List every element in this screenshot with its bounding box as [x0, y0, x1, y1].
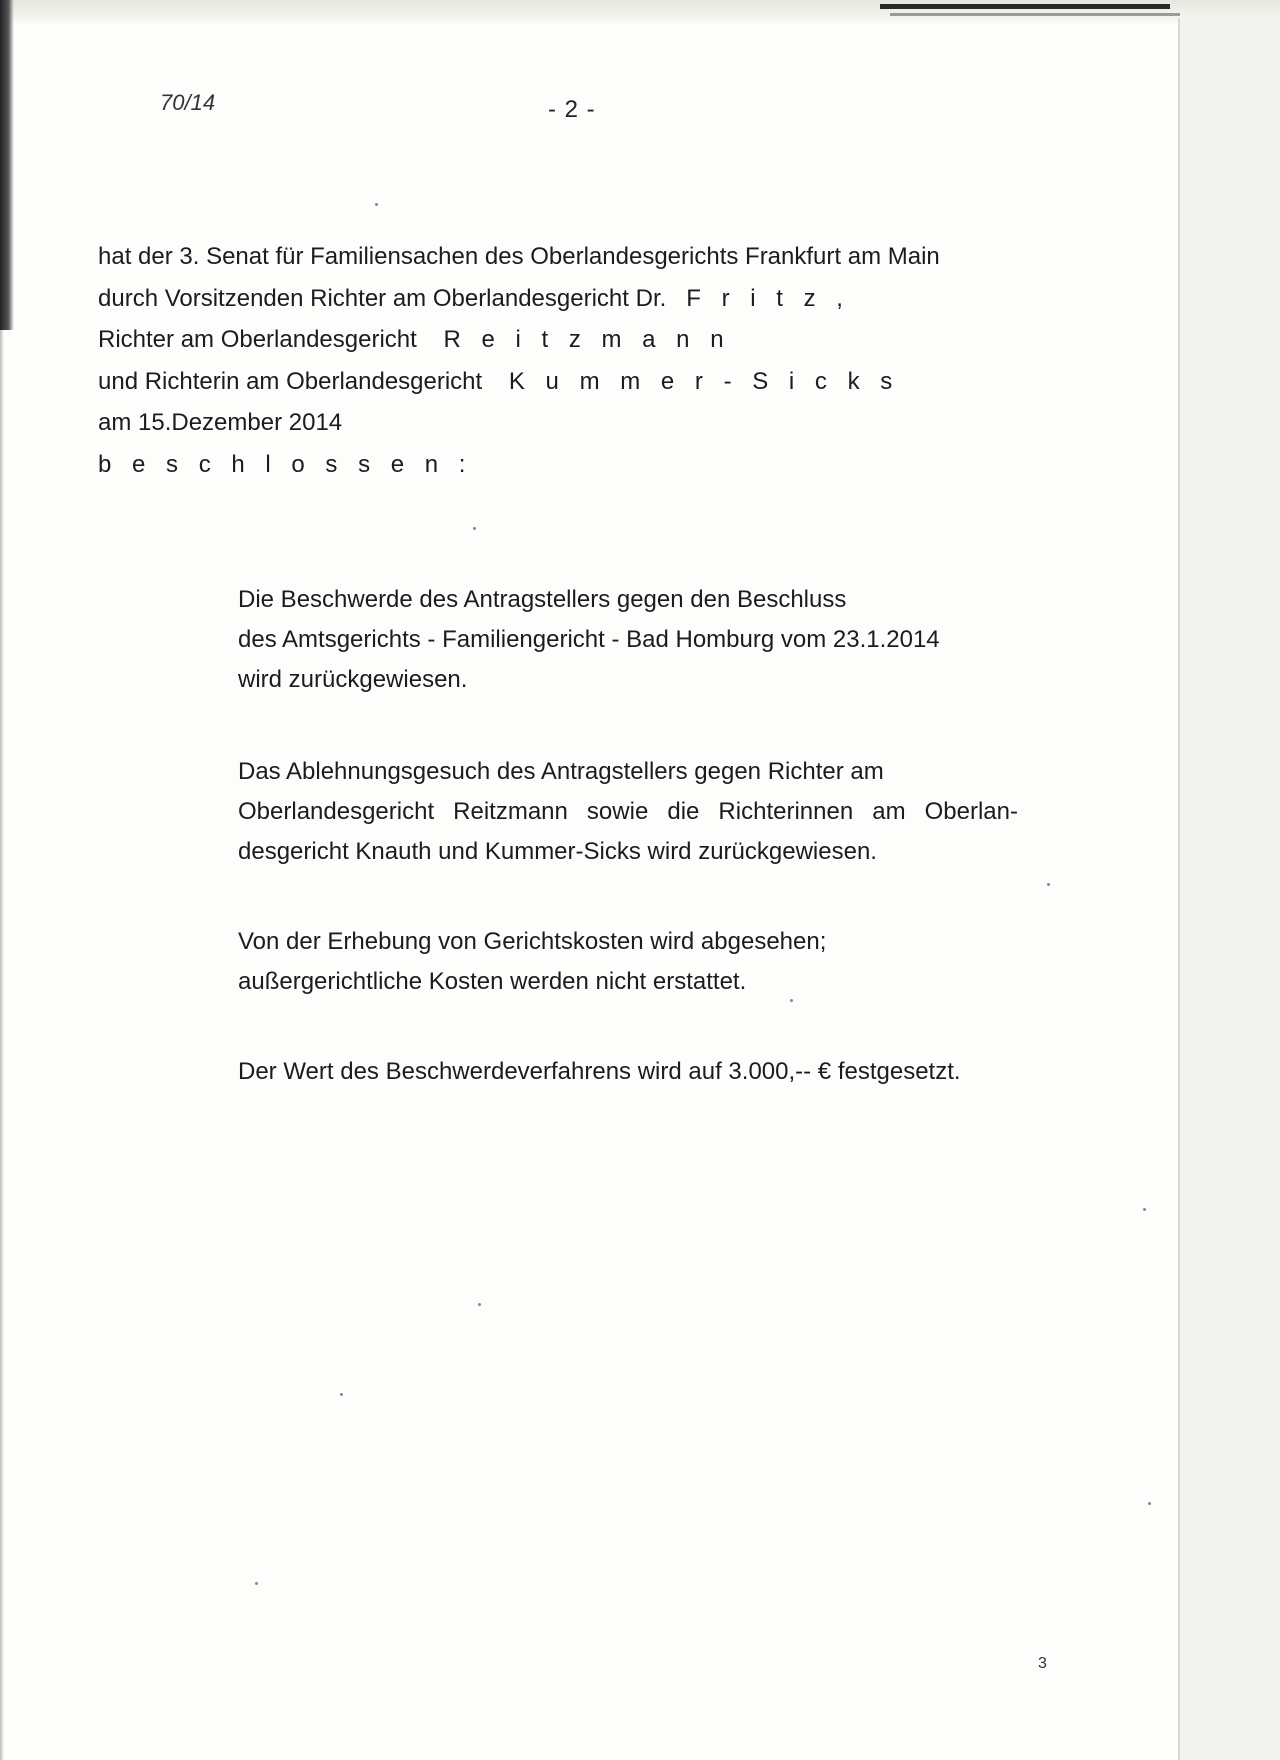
scan-right-margin: [1180, 18, 1280, 1760]
decision-2-line-1: Das Ablehnungsgesuch des Antragstellers gegen Richter am: [238, 758, 884, 785]
decision-paragraph-1: [238, 580, 1018, 700]
scan-top-shadow-line: [880, 4, 1170, 9]
decision-2-line-3: desgericht Knauth und Kummer-Sicks wird zurückgewiesen.: [238, 838, 877, 865]
decision-3-line-1: Von der Erhebung von Gerichtskosten wird abgesehen;: [238, 928, 827, 955]
case-reference: 70/14: [160, 90, 216, 115]
intro-line-3-text: Richter am Oberlandesgericht: [98, 326, 417, 353]
scan-speck: [1047, 883, 1050, 886]
intro-line-4-text: und Richterin am Oberlandesgericht: [98, 367, 483, 395]
decision-3-line-2: außergerichtliche Kosten werden nicht erstattet.: [238, 968, 747, 995]
intro-line-1: hat der 3. Senat für Familiensachen des Oberlandesgerichts Frankfurt am Main: [98, 243, 940, 270]
decision-paragraph-3: [238, 922, 1018, 1002]
scan-speck: [375, 203, 378, 206]
decision-paragraph-4: [238, 1052, 1018, 1092]
decision-paragraph-2: [238, 752, 1018, 872]
scan-speck: [478, 1303, 481, 1306]
scan-top-shadow-line-secondary: [890, 13, 1180, 16]
decision-1-line-2: des Amtsgerichts - Familiengericht - Bad Homburg vom 23.1.2014: [238, 626, 940, 653]
decision-2-line-2: Oberlandesgericht Reitzmann sowie die Richterinnen am Oberlan-: [238, 798, 1018, 825]
intro-line-2-text: durch Vorsitzenden Richter am Oberlandesgericht Dr.: [98, 284, 667, 312]
scan-speck: [1148, 1502, 1151, 1505]
judge-2-name: R e i t z m a n n: [443, 326, 731, 353]
decision-4-line-1: Der Wert des Beschwerdeverfahrens wird auf 3.000,-- € festgesetzt.: [238, 1058, 961, 1085]
scan-left-edge-lower: [0, 330, 4, 1760]
decision-1-line-1: Die Beschwerde des Antragstellers gegen den Beschluss: [238, 586, 847, 613]
resolved-heading: b e s c h l o s s e n :: [98, 450, 473, 478]
scan-speck: [473, 527, 476, 530]
scan-speck: [255, 1582, 258, 1585]
court-composition: [98, 236, 1098, 485]
intro-date-line: am 15.Dezember 2014: [98, 409, 343, 436]
intro-line-2: [98, 278, 1098, 320]
presiding-judge-name: F r i t z ,: [686, 284, 850, 312]
page-number: - 2 -: [548, 96, 596, 123]
sheet-number: 3: [1038, 1655, 1047, 1672]
judge-3-name: K u m m e r - S i c k s: [508, 367, 900, 395]
scan-left-edge: [0, 0, 14, 330]
scan-speck: [790, 999, 793, 1002]
intro-line-4: [98, 361, 1098, 403]
intro-line-3: [98, 319, 1098, 361]
scan-speck: [340, 1393, 343, 1396]
decision-1-line-3: wird zurückgewiesen.: [238, 666, 468, 693]
scan-speck: [1143, 1208, 1146, 1211]
paper-right-edge: [1178, 18, 1180, 1760]
